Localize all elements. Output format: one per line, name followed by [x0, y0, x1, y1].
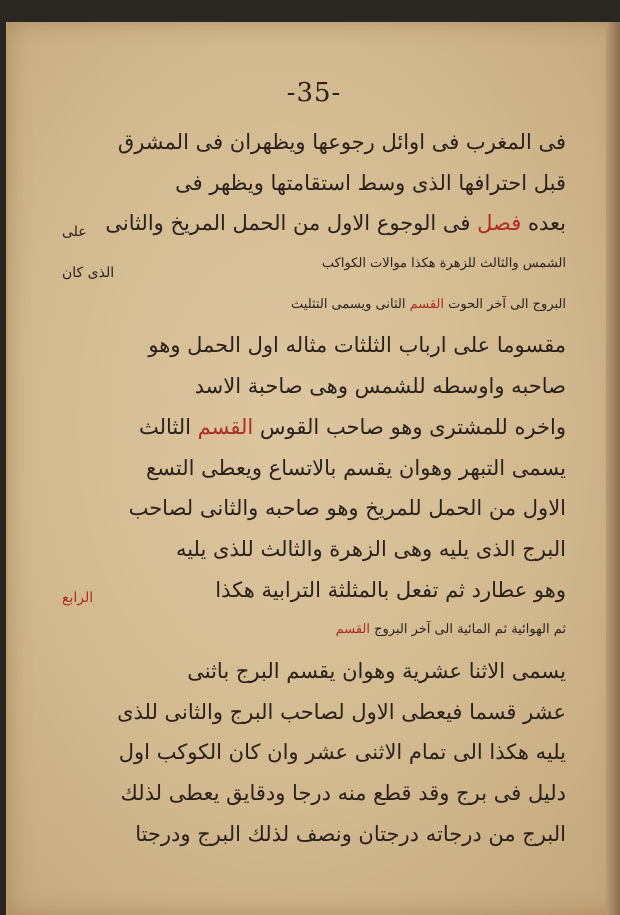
text-segment: الشمس والثالث للزهرة هكذا موالات الكواكب: [321, 256, 566, 272]
rubric-heading: القسم: [409, 296, 444, 312]
manuscript-text: [62, 122, 566, 854]
text-segment: واخره للمشترى وهو صاحب القوس: [253, 414, 566, 439]
text-line: [62, 590, 566, 651]
text-segment: الثانى ويسمى التثليث: [291, 296, 410, 312]
text-segment: وهو عطارد ثم تفعل بالمثلثة الترابية هكذا: [215, 577, 566, 602]
manuscript-page: [6, 22, 620, 915]
text-line: [92, 122, 566, 163]
text-line: [92, 529, 566, 570]
marginal-gloss: على: [62, 224, 87, 241]
text-line: [92, 488, 566, 529]
text-segment: بعده: [521, 211, 566, 236]
text-line: [92, 773, 566, 814]
text-line: [92, 407, 566, 448]
marginal-gloss: الذى كان: [62, 264, 115, 281]
text-segment: البرج الذى يليه وهى الزهرة والثالث للذى يليه: [175, 536, 566, 561]
text-segment: عشر قسما فيعطى الاول لصاحب البرج والثانى للذى: [117, 699, 566, 724]
page-edge: [606, 22, 620, 915]
text-segment: دليل فى برج وقد قطع منه درجا ودقايق يعطى لذلك: [120, 781, 566, 805]
text-line: [92, 651, 566, 692]
text-segment: الاول من الحمل للمريخ وهو صاحبه والثانى لصاحب: [128, 496, 566, 521]
text-segment: يسمى الاثنا عشرية وهوان يقسم البرج باثنى: [187, 658, 566, 683]
text-segment: يسمى التبهر وهوان يقسم بالاتساع ويعطى التسع: [146, 455, 566, 480]
text-segment: ثم الهوائية ثم المائية الى آخر البروج: [370, 622, 566, 638]
rubric-heading: فصل: [477, 211, 522, 236]
text-line: [92, 814, 566, 855]
rubric-heading: القسم: [335, 622, 370, 638]
rubric-heading: القسم: [197, 414, 254, 439]
text-line: [92, 366, 566, 407]
text-line: [92, 325, 566, 366]
marginal-gloss: الرابع: [62, 590, 94, 607]
text-segment: يليه هكذا الى تمام الاثنى عشر وان كان الكوكب اول: [118, 740, 566, 765]
text-segment: البروج الى آخر الحوت: [443, 296, 566, 312]
text-line: [92, 732, 566, 773]
text-segment: فى الوجوع الاول من الحمل المريخ والثانى: [105, 211, 478, 236]
text-segment: البرج من درجاته درجتان ونصف لذلك البرج ودرجتا: [135, 821, 566, 846]
text-line: [92, 163, 566, 204]
text-segment: الثالث: [139, 414, 198, 439]
text-segment: مقسوما على ارباب الثلثات مثاله اول الحمل وهو: [148, 333, 566, 358]
text-line: [92, 570, 566, 611]
text-line: [92, 692, 566, 733]
text-line: [92, 203, 566, 244]
page-number: -35-: [286, 78, 342, 108]
text-segment: قبل احترافها الذى وسط استقامتها ويظهر فى: [175, 170, 566, 195]
text-segment: فى المغرب فى اوائل رجوعها ويظهران فى المشرق: [117, 130, 566, 154]
text-line: [92, 448, 566, 489]
text-segment: صاحبه واوسطه للشمس وهى صاحبة الاسد: [194, 374, 566, 399]
